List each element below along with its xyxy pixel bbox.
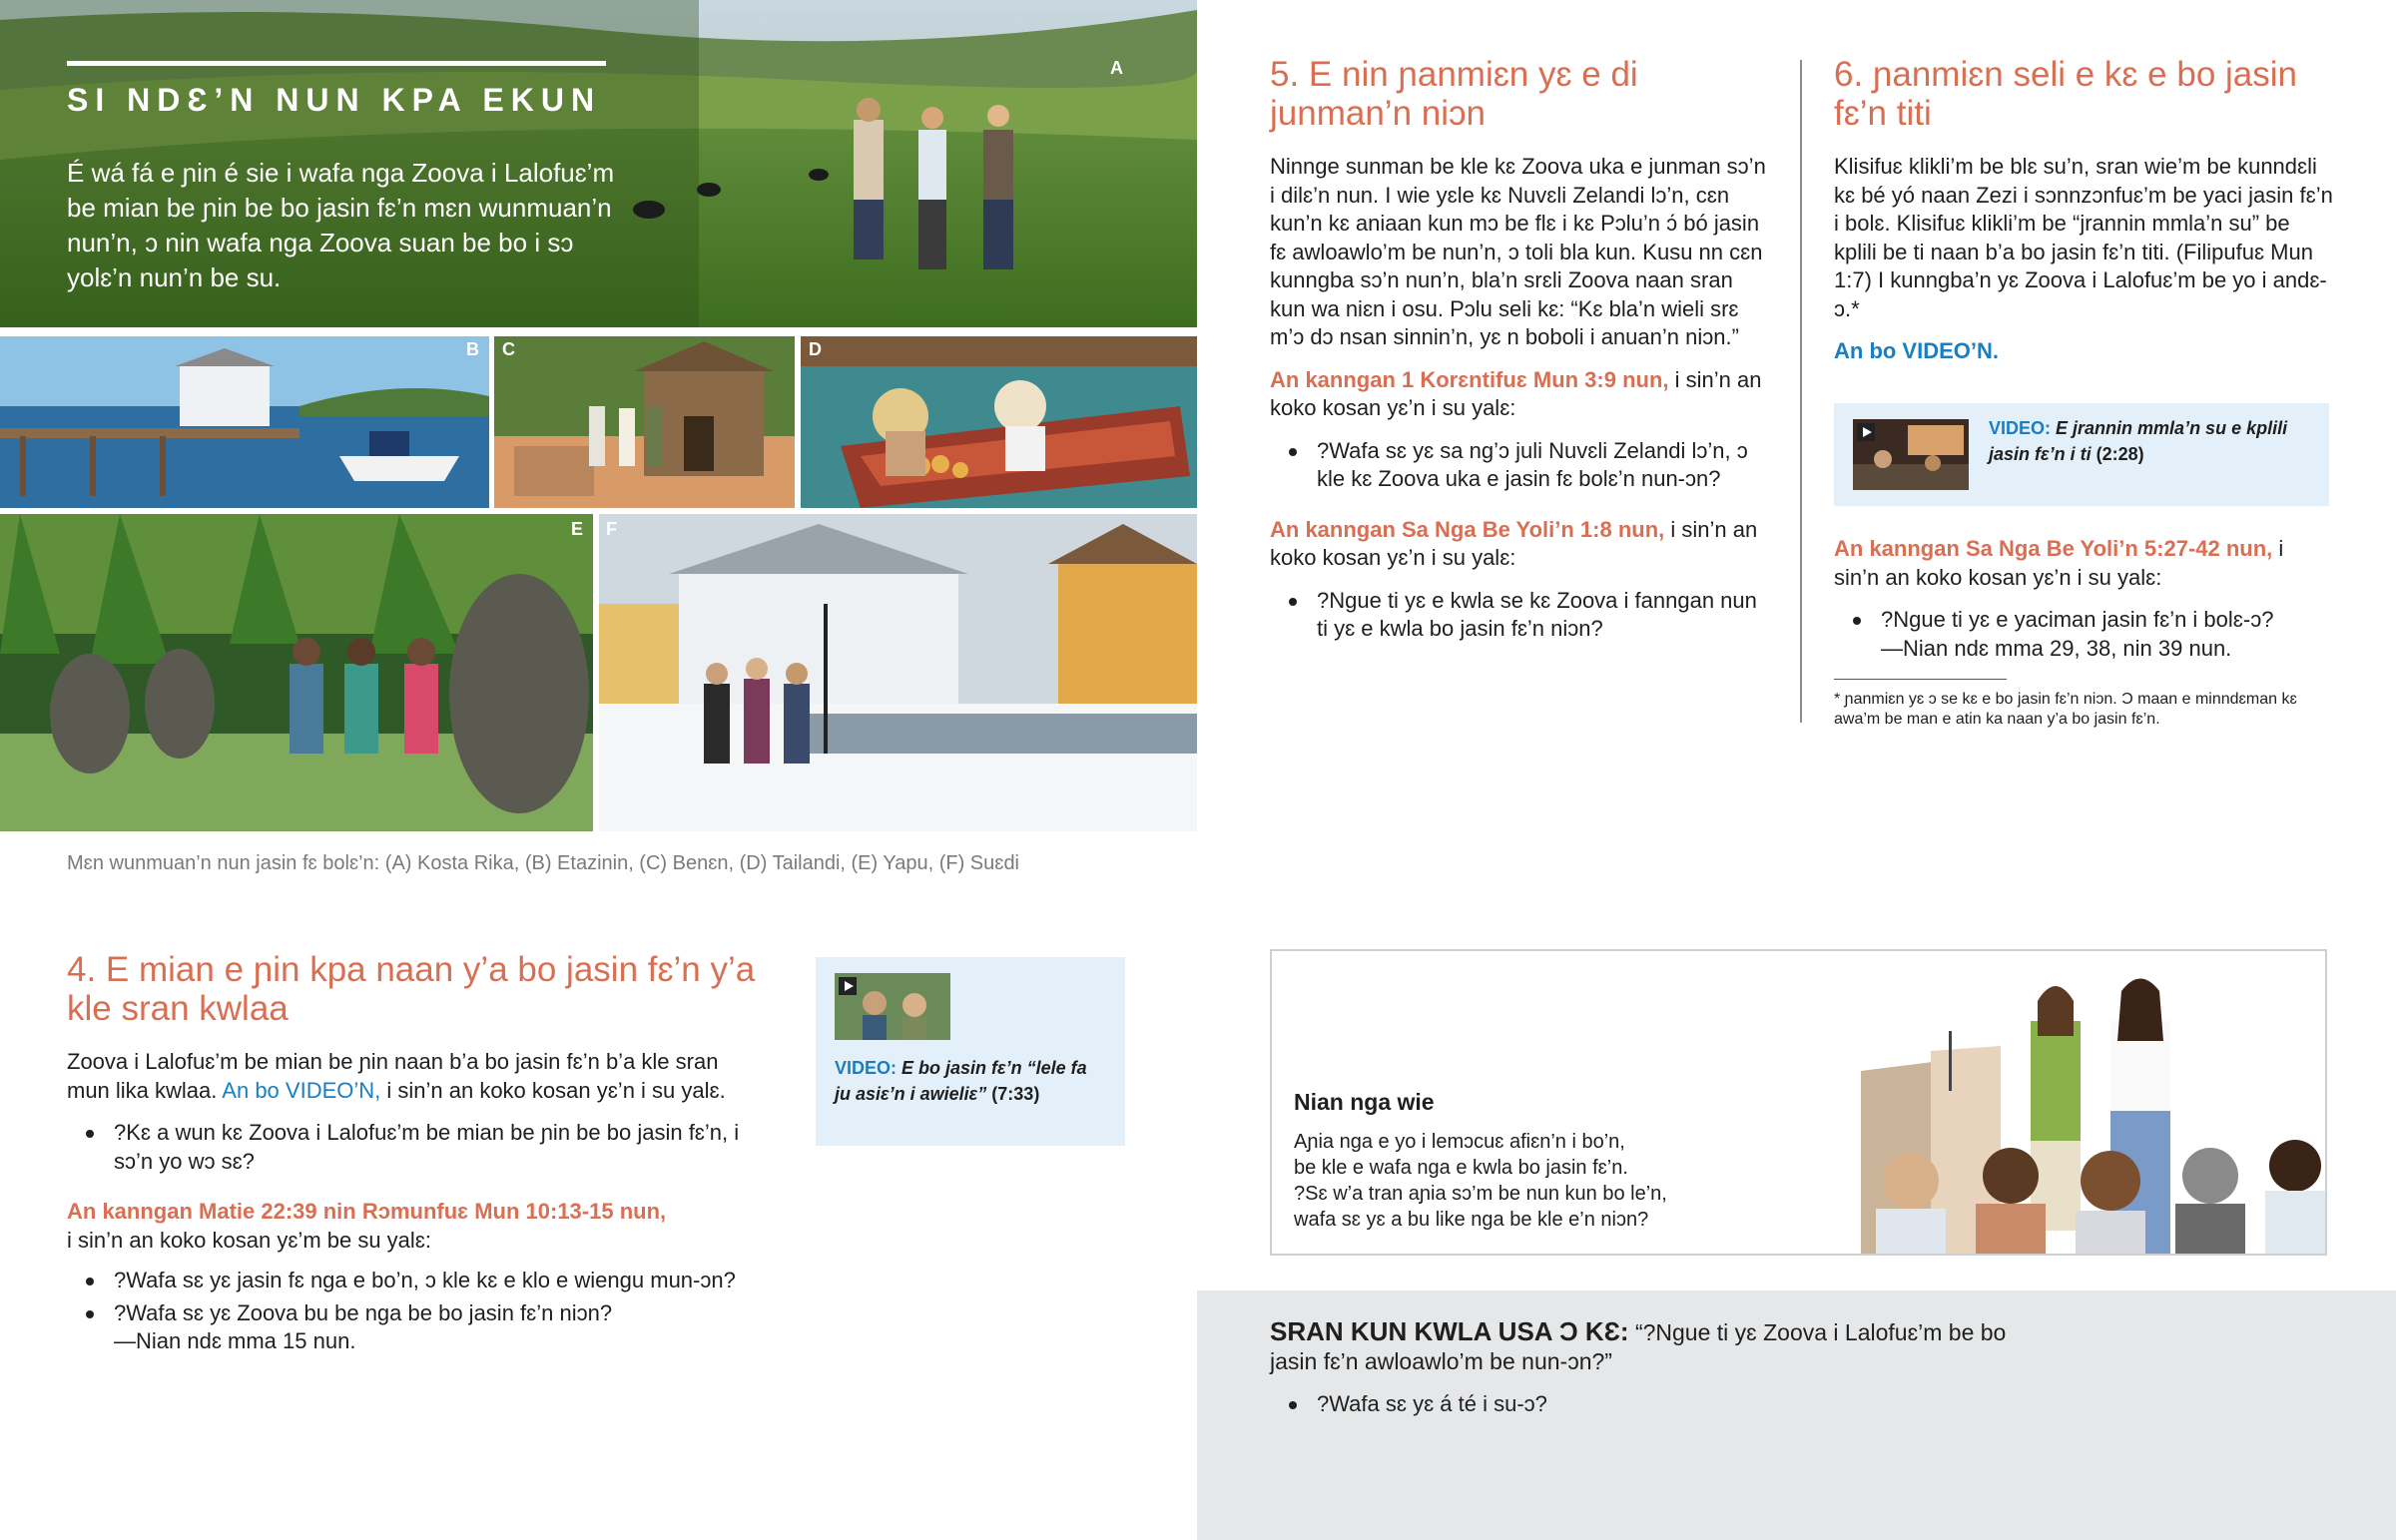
- column-divider: [1800, 60, 1802, 723]
- section-4-question-3-text: ?Wafa sɛ yɛ Zoova bu be nga be bo jasin fɛ’n niɔn?: [114, 1299, 613, 1325]
- stone-money-image: [0, 514, 593, 831]
- section-6-footnote: * ɲanmiɛn yɛ ɔ se kɛ e bo jasin fɛ’n niɔn. Ɔ maan e minndɛman kɛ awa’m be man e atin ka naan y’a bo jasin fɛ’n.: [1834, 691, 2297, 728]
- section-6: [1834, 55, 2333, 366]
- footnote-rule: [1834, 679, 2007, 680]
- video-thumbnail[interactable]: [1853, 419, 1969, 490]
- video-title: E jrannin mmla’n su e kplili jasin fɛ’n i ti: [1989, 418, 2288, 464]
- photo-label-a: A: [1110, 58, 1123, 78]
- section-4-scripture-link[interactable]: An kanngan Matie 22:39 nin Rɔmunfuɛ Mun 10:13-15 nun,: [67, 1199, 667, 1224]
- section-4-paragraph-text: Zoova i Lalofuɛ’m be mian be ɲin naan b’a bo jasin fɛ’n b’a kle sran mun lika kwlaa.: [67, 1049, 719, 1103]
- photo-d: [801, 336, 1197, 508]
- section-4: [67, 950, 766, 1356]
- section-5-reading-2-end: i sin’n an koko kosan yɛ’n i su yalɛ:: [1270, 516, 1758, 570]
- video-duration: (2:28): [2096, 444, 2144, 464]
- photo-c: [494, 336, 795, 508]
- photo-b: [0, 336, 489, 508]
- photo-label-c: C: [502, 339, 515, 359]
- hero-rule: [67, 61, 606, 66]
- section-4-question-1: ?Kɛ a wun kɛ Zoova i Lalofuɛ’m be mian be ɲin be bo jasin fɛ’n, i sɔ’n yo wɔ sɛ?: [67, 1119, 766, 1176]
- boat-market-image: [801, 336, 1197, 508]
- section-6-paragraph: Klisifuɛ klikli’m be blɛ su’n, sran wie’m be kunndɛli kɛ bé yó naan Zezi i sɔnnzɔnfuɛ’m be yaci jasin fɛ’n i bolɛ. Klisifuɛ klikli’m be “jrannin mmla’n su” be kplili be ti naan b’a bo jasin fɛ’n titi. (Filipufuɛ Mun 1:7) I kunngba’n yɛ Zoova i Lalofuɛ’m be yo i andɛ-ɔ.*: [1834, 154, 2333, 321]
- section-4-question-3-answer: —Nian ndɛ mma 15 nun.: [114, 1328, 356, 1353]
- video-thumbnail[interactable]: [835, 973, 950, 1040]
- section-6-reading-end: i sin’n an koko kosan yɛ’n i su yalɛ:: [1834, 536, 2284, 590]
- nian-text-line-4: wafa sɛ yɛ a bu like nga be kle e’n niɔn?: [1294, 1209, 1649, 1231]
- section-4-question-3: [67, 1299, 766, 1356]
- video-caption: [1989, 415, 2318, 467]
- video-box-section-6[interactable]: [1834, 403, 2329, 506]
- photo-label-e: E: [571, 519, 584, 539]
- section-5-paragraph: Ninnge sunman be kle kɛ Zoova uka e junman sɔ’n i dilɛ’n nun. I wie yɛle kɛ Nuvɛli Zelandi lɔ’n, cɛn kun’n kɛ aniaan kun mɔ be flɛ i kɛ Pɔlu’n ɔ́ bó jasin fɛ awloawlo’m be nun’n, ɔ toli bla kun. Kusu nn cɛn kunngba sɔ’n nun’n, bla’n srɛli Zoova naan sran kun wa niɛn i osu. Pɔlu seli kɛ: “Kɛ bla’n wieli srɛ m’ɔ dɔ nsan sinnin’n, yɛ n boboli i anuan’n niɔn.”: [1270, 154, 1766, 349]
- nian-text-line-1: Aɲia nga e yo i lemɔcuɛ afiɛn’n i bo’n,: [1294, 1131, 1625, 1153]
- section-5-question-1: ?Wafa sɛ yɛ sa ng’ɔ juli Nuvɛli Zelandi lɔ’n, ɔ kle kɛ Zoova uka e jasin fɛ bolɛ’n nun-ɔn?: [1270, 437, 1769, 494]
- section-5-reading-2: [1270, 516, 1769, 573]
- video-title: E bo jasin fɛ’n “lele fa ju asiɛ’n i awieliɛ”: [835, 1058, 1087, 1104]
- section-6-lower: [1834, 535, 2333, 730]
- harbor-image: [0, 336, 489, 508]
- section-6-video-link-text[interactable]: An bo VIDEO’N.: [1834, 338, 1999, 363]
- hero-title: SI NDƐ’N NUN KPA EKUN: [67, 82, 602, 118]
- bottom-question: [1270, 1317, 2009, 1376]
- section-6-scripture-link[interactable]: An kanngan Sa Nga Be Yoli’n 5:27-42 nun,: [1834, 536, 2273, 561]
- section-4-reading: [67, 1198, 766, 1255]
- section-5-reading-1-end: i sin’n an koko kosan yɛ’n i su yalɛ:: [1270, 366, 1762, 420]
- bottom-question-block: [1270, 1317, 2009, 1419]
- section-4-title: 4. E mian e ɲin kpa naan y’a bo jasin fɛ’n y’a kle sran kwlaa: [67, 950, 756, 1028]
- section-4-paragraph-end: i sin’n an koko kosan yɛ’n i su yalɛ.: [386, 1077, 726, 1103]
- bottom-question-lead: SRAN KUN KWLA USA Ɔ KƐ:: [1270, 1316, 1629, 1346]
- section-4-reading-end: i sin’n an koko kosan yɛ’m be su yalɛ:: [67, 1227, 432, 1253]
- nian-heading: Nian nga wie: [1294, 1089, 1435, 1115]
- section-5-scripture-link-2[interactable]: An kanngan Sa Nga Be Yoli’n 1:8 nun,: [1270, 516, 1665, 542]
- photo-label-d: D: [809, 339, 822, 359]
- section-6-video-link[interactable]: [1834, 337, 2333, 366]
- video-box-section-4[interactable]: [816, 957, 1125, 1146]
- school-meeting-image: [1781, 951, 2325, 1254]
- video-caption: [835, 1055, 1104, 1107]
- village-image: [494, 336, 795, 508]
- nian-box: [1270, 949, 2327, 1256]
- section-6-title: 6. ɲanmiɛn seli e kɛ e bo jasin fɛ’n titi: [1834, 55, 2298, 133]
- hero-text: É wá fá e ɲin é sie i wafa nga Zoova i Lalofuɛ’m be mian be ɲin be bo jasin fɛ’n mɛn wunmuan’n nun’n, ɔ nin wafa nga Zoova suan be bo i sɔ yolɛ’n nun’n be su.: [67, 158, 615, 292]
- nian-text-line-3: ?Sɛ w’a tran aɲia sɔ’m be nun kun bo le’n,: [1294, 1183, 1667, 1205]
- section-6-question-1: [1834, 606, 2333, 663]
- section-4-video-link[interactable]: An bo VIDEO’N,: [222, 1077, 381, 1103]
- video-label: VIDEO:: [1989, 418, 2052, 438]
- section-5: [1270, 55, 1769, 644]
- photo-e: [0, 514, 593, 831]
- photo-label-f: F: [606, 519, 617, 539]
- section-5-reading-1: [1270, 366, 1769, 423]
- section-4-paragraph: [67, 1048, 766, 1105]
- play-icon[interactable]: [839, 977, 857, 995]
- section-5-scripture-link-1[interactable]: An kanngan 1 Korɛntifuɛ Mun 3:9 nun,: [1270, 366, 1669, 392]
- bottom-question-text: “?Ngue ti yɛ Zoova i Lalofuɛ’m be bo jasin fɛ’n awloawlo’m be nun-ɔn?”: [1270, 1319, 2007, 1374]
- section-6-question-1-answer: —Nian ndɛ mma 29, 38, nin 39 nun.: [1881, 635, 2232, 661]
- nian-photo: [1781, 951, 2325, 1254]
- video-duration: (7:33): [991, 1084, 1040, 1104]
- section-4-question-2: ?Wafa sɛ yɛ jasin fɛ nga e bo’n, ɔ kle kɛ e klo e wiengu mun-ɔn?: [67, 1267, 766, 1295]
- section-6-question-1-text: ?Ngue ti yɛ e yaciman jasin fɛ’n i bolɛ-ɔ?: [1881, 607, 2274, 632]
- section-5-question-2: ?Ngue ti yɛ e kwla se kɛ Zoova i fanngan nun ti yɛ e kwla bo jasin fɛ’n niɔn?: [1270, 587, 1769, 644]
- bottom-question-1: ?Wafa sɛ yɛ á té i su-ɔ?: [1270, 1390, 2009, 1419]
- photo-f: [599, 514, 1197, 831]
- section-5-title: 5. E nin ɲanmiɛn yɛ e di junman’n niɔn: [1270, 55, 1638, 133]
- video-label: VIDEO:: [835, 1058, 898, 1078]
- play-icon[interactable]: [1857, 423, 1875, 441]
- winter-town-image: [599, 514, 1197, 831]
- nian-text-line-2: be kle e wafa nga e kwla bo jasin fɛ’n.: [1294, 1157, 1628, 1179]
- nian-text: [1294, 1129, 1793, 1233]
- section-6-reading: [1834, 535, 2333, 592]
- photo-label-b: B: [466, 339, 479, 359]
- photo-caption: Mɛn wunmuan’n nun jasin fɛ bolɛ’n: (A) Kosta Rika, (B) Etazinin, (C) Benɛn, (D) Tailandi, (E) Yapu, (F) Suɛdi: [67, 852, 1020, 874]
